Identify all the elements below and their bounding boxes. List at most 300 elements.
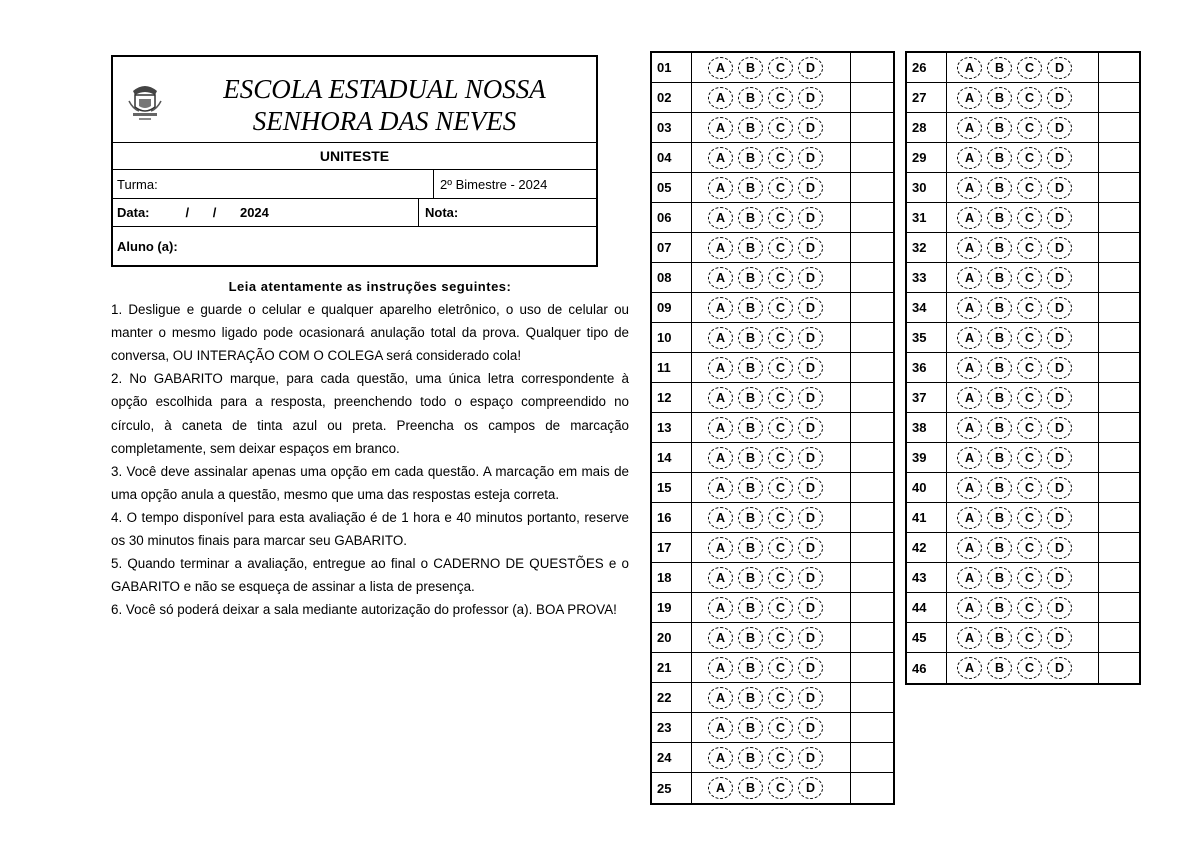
answer-bubble-a[interactable]: A bbox=[957, 387, 982, 409]
answer-bubble-b[interactable]: B bbox=[987, 297, 1012, 319]
question-number: 19 bbox=[652, 593, 692, 622]
answer-bubble-d[interactable]: D bbox=[798, 147, 823, 169]
answer-bubble-a[interactable]: A bbox=[708, 387, 733, 409]
mark-cell bbox=[851, 173, 893, 202]
answer-bubble-c[interactable]: C bbox=[1017, 57, 1042, 79]
answer-bubble-b[interactable]: B bbox=[738, 177, 763, 199]
question-row bbox=[652, 713, 893, 743]
answer-bubble-b[interactable]: B bbox=[738, 207, 763, 229]
answer-options bbox=[947, 653, 1099, 683]
answer-bubble-a[interactable]: A bbox=[957, 147, 982, 169]
date-field[interactable] bbox=[113, 199, 419, 226]
answer-bubble-c[interactable]: C bbox=[768, 687, 793, 709]
answer-bubble-c[interactable]: C bbox=[1017, 327, 1042, 349]
answer-options bbox=[692, 773, 851, 803]
mark-cell bbox=[851, 53, 893, 82]
mark-cell bbox=[1099, 413, 1139, 442]
answer-bubble-a[interactable]: A bbox=[957, 327, 982, 349]
answer-bubble-b[interactable]: B bbox=[738, 597, 763, 619]
answer-bubble-c[interactable]: C bbox=[1017, 477, 1042, 499]
answer-bubble-d[interactable]: D bbox=[798, 507, 823, 529]
answer-bubble-b[interactable]: B bbox=[738, 237, 763, 259]
answer-bubble-b[interactable]: B bbox=[987, 267, 1012, 289]
answer-bubble-c[interactable]: C bbox=[768, 117, 793, 139]
question-number: 41 bbox=[907, 503, 947, 532]
answer-bubble-d[interactable]: D bbox=[1047, 297, 1072, 319]
answer-bubble-a[interactable]: A bbox=[957, 207, 982, 229]
answer-bubble-c[interactable]: C bbox=[1017, 147, 1042, 169]
question-row bbox=[907, 533, 1139, 563]
answer-bubble-b[interactable]: B bbox=[738, 447, 763, 469]
answer-bubble-b[interactable]: B bbox=[987, 417, 1012, 439]
answer-bubble-c[interactable]: C bbox=[1017, 357, 1042, 379]
answer-options bbox=[947, 383, 1099, 412]
mark-cell bbox=[1099, 83, 1139, 112]
answer-bubble-c[interactable]: C bbox=[768, 417, 793, 439]
answer-bubble-c[interactable]: C bbox=[1017, 297, 1042, 319]
answer-bubble-b[interactable]: B bbox=[738, 537, 763, 559]
answer-bubble-d[interactable]: D bbox=[1047, 237, 1072, 259]
answer-bubble-c[interactable]: C bbox=[768, 447, 793, 469]
question-row bbox=[652, 173, 893, 203]
answer-bubble-c[interactable]: C bbox=[1017, 537, 1042, 559]
answer-bubble-a[interactable]: A bbox=[708, 327, 733, 349]
question-number: 14 bbox=[652, 443, 692, 472]
answer-bubble-c[interactable]: C bbox=[768, 147, 793, 169]
answer-bubble-a[interactable]: A bbox=[957, 447, 982, 469]
mark-cell bbox=[851, 323, 893, 352]
answer-bubble-b[interactable]: B bbox=[738, 87, 763, 109]
answer-bubble-b[interactable]: B bbox=[987, 117, 1012, 139]
answer-bubble-d[interactable]: D bbox=[1047, 417, 1072, 439]
answer-bubble-a[interactable]: A bbox=[957, 537, 982, 559]
mark-cell bbox=[1099, 203, 1139, 232]
mark-cell bbox=[1099, 383, 1139, 412]
answer-bubble-d[interactable]: D bbox=[1047, 477, 1072, 499]
answer-bubble-c[interactable]: C bbox=[1017, 207, 1042, 229]
question-row bbox=[652, 683, 893, 713]
instruction-item: 6. Você só poderá deixar a sala mediante autorização do professor (a). BOA PROVA! bbox=[111, 602, 617, 618]
answer-bubble-d[interactable]: D bbox=[1047, 627, 1072, 649]
question-row bbox=[652, 233, 893, 263]
answer-bubble-a[interactable]: A bbox=[957, 507, 982, 529]
answer-bubble-b[interactable]: B bbox=[738, 357, 763, 379]
mark-cell bbox=[1099, 503, 1139, 532]
answer-bubble-a[interactable]: A bbox=[708, 147, 733, 169]
answer-options bbox=[692, 143, 851, 172]
answer-grid-column-1 bbox=[650, 51, 895, 805]
question-row bbox=[907, 473, 1139, 503]
answer-bubble-a[interactable]: A bbox=[708, 627, 733, 649]
answer-bubble-a[interactable]: A bbox=[708, 717, 733, 739]
answer-bubble-b[interactable]: B bbox=[987, 597, 1012, 619]
answer-bubble-b[interactable]: B bbox=[738, 507, 763, 529]
answer-grid-column-2 bbox=[905, 51, 1141, 685]
answer-bubble-c[interactable]: C bbox=[1017, 117, 1042, 139]
question-number: 44 bbox=[907, 593, 947, 622]
answer-bubble-b[interactable]: B bbox=[987, 327, 1012, 349]
instructions-heading: Leia atentamente as instruções seguintes: bbox=[228, 279, 512, 294]
answer-bubble-c[interactable]: C bbox=[768, 207, 793, 229]
answer-bubble-a[interactable]: A bbox=[708, 747, 733, 769]
bimestre-label: 2º Bimestre - 2024 bbox=[440, 176, 548, 192]
question-row bbox=[652, 503, 893, 533]
answer-bubble-d[interactable]: D bbox=[1047, 267, 1072, 289]
question-number: 39 bbox=[907, 443, 947, 472]
answer-bubble-c[interactable]: C bbox=[768, 537, 793, 559]
question-number: 37 bbox=[907, 383, 947, 412]
mark-cell bbox=[1099, 593, 1139, 622]
question-number: 27 bbox=[907, 83, 947, 112]
answer-bubble-c[interactable]: C bbox=[768, 327, 793, 349]
answer-bubble-c[interactable]: C bbox=[768, 477, 793, 499]
question-row bbox=[652, 413, 893, 443]
answer-bubble-b[interactable]: B bbox=[738, 117, 763, 139]
question-number: 23 bbox=[652, 713, 692, 742]
answer-bubble-a[interactable]: A bbox=[957, 267, 982, 289]
answer-bubble-c[interactable]: C bbox=[768, 657, 793, 679]
answer-bubble-a[interactable]: A bbox=[957, 297, 982, 319]
answer-options bbox=[947, 623, 1099, 652]
answer-bubble-b[interactable]: B bbox=[987, 57, 1012, 79]
answer-bubble-c[interactable]: C bbox=[768, 297, 793, 319]
answer-bubble-b[interactable]: B bbox=[738, 477, 763, 499]
question-number: 46 bbox=[907, 653, 947, 683]
answer-options bbox=[947, 413, 1099, 442]
question-number: 25 bbox=[652, 773, 692, 803]
answer-bubble-a[interactable]: A bbox=[957, 237, 982, 259]
answer-options bbox=[947, 263, 1099, 292]
answer-bubble-c[interactable]: C bbox=[768, 357, 793, 379]
mark-cell bbox=[1099, 53, 1139, 82]
question-number: 22 bbox=[652, 683, 692, 712]
answer-bubble-c[interactable]: C bbox=[1017, 567, 1042, 589]
answer-bubble-d[interactable]: D bbox=[1047, 207, 1072, 229]
answer-bubble-a[interactable]: A bbox=[708, 87, 733, 109]
question-number: 38 bbox=[907, 413, 947, 442]
answer-options bbox=[692, 53, 851, 82]
answer-bubble-a[interactable]: A bbox=[957, 417, 982, 439]
answer-bubble-a[interactable]: A bbox=[708, 237, 733, 259]
answer-bubble-d[interactable]: D bbox=[798, 477, 823, 499]
exam-title: UNITESTE bbox=[113, 143, 596, 170]
answer-bubble-d[interactable]: D bbox=[798, 567, 823, 589]
answer-bubble-b[interactable]: B bbox=[738, 687, 763, 709]
question-number: 20 bbox=[652, 623, 692, 652]
answer-bubble-d[interactable]: D bbox=[798, 207, 823, 229]
answer-bubble-d[interactable]: D bbox=[798, 117, 823, 139]
question-row bbox=[907, 143, 1139, 173]
answer-bubble-a[interactable]: A bbox=[708, 657, 733, 679]
question-row bbox=[907, 293, 1139, 323]
aluno-field[interactable]: Aluno (a): bbox=[117, 238, 178, 254]
answer-bubble-d[interactable]: D bbox=[798, 627, 823, 649]
answer-bubble-c[interactable]: C bbox=[768, 717, 793, 739]
answer-bubble-b[interactable]: B bbox=[738, 57, 763, 79]
answer-bubble-a[interactable]: A bbox=[708, 207, 733, 229]
instruction-item: 5. Quando terminar a avaliação, entregue ao final o CADERNO DE QUESTÕES e o GABARITO e não se esqueça de assinar a lista de presença. bbox=[111, 556, 629, 595]
answer-bubble-a[interactable]: A bbox=[957, 177, 982, 199]
question-row bbox=[907, 413, 1139, 443]
answer-bubble-c[interactable]: C bbox=[1017, 657, 1042, 679]
date-value: / / 2024 bbox=[185, 205, 269, 220]
question-number: 04 bbox=[652, 143, 692, 172]
answer-bubble-b[interactable]: B bbox=[738, 147, 763, 169]
answer-bubble-c[interactable]: C bbox=[1017, 177, 1042, 199]
answer-bubble-a[interactable]: A bbox=[708, 117, 733, 139]
answer-bubble-b[interactable]: B bbox=[738, 627, 763, 649]
answer-options bbox=[692, 263, 851, 292]
answer-bubble-d[interactable]: D bbox=[1047, 387, 1072, 409]
question-row bbox=[652, 743, 893, 773]
answer-options bbox=[947, 323, 1099, 352]
answer-bubble-b[interactable]: B bbox=[987, 477, 1012, 499]
answer-bubble-b[interactable]: B bbox=[987, 357, 1012, 379]
mark-cell bbox=[851, 743, 893, 772]
answer-bubble-c[interactable]: C bbox=[768, 387, 793, 409]
answer-bubble-b[interactable]: B bbox=[987, 567, 1012, 589]
answer-bubble-b[interactable]: B bbox=[738, 297, 763, 319]
mark-cell bbox=[851, 113, 893, 142]
answer-bubble-c[interactable]: C bbox=[1017, 237, 1042, 259]
question-number: 06 bbox=[652, 203, 692, 232]
answer-options bbox=[692, 443, 851, 472]
answer-bubble-a[interactable]: A bbox=[957, 117, 982, 139]
answer-bubble-a[interactable]: A bbox=[708, 477, 733, 499]
question-number: 40 bbox=[907, 473, 947, 502]
question-row bbox=[652, 773, 893, 803]
answer-bubble-d[interactable]: D bbox=[1047, 147, 1072, 169]
answer-bubble-d[interactable]: D bbox=[798, 687, 823, 709]
answer-bubble-d[interactable]: D bbox=[1047, 657, 1072, 679]
question-row bbox=[907, 203, 1139, 233]
answer-bubble-a[interactable]: A bbox=[708, 357, 733, 379]
instruction-item: 1. Desligue e guarde o celular e qualquer aparelho eletrônico, o uso de celular ou manter o mesmo ligado pode ocasionará anulação total da prova. Qualquer tipo de conversa, OU INTERAÇÃO COM O COLEGA será considerado cola! bbox=[111, 302, 629, 364]
answer-bubble-d[interactable]: D bbox=[798, 597, 823, 619]
question-row bbox=[907, 503, 1139, 533]
answer-bubble-a[interactable]: A bbox=[957, 57, 982, 79]
answer-options bbox=[947, 473, 1099, 502]
answer-bubble-a[interactable]: A bbox=[708, 597, 733, 619]
school-name-line1: ESCOLA ESTADUAL NOSSA bbox=[223, 74, 546, 104]
answer-bubble-d[interactable]: D bbox=[798, 57, 823, 79]
question-row bbox=[652, 623, 893, 653]
answer-bubble-d[interactable]: D bbox=[798, 717, 823, 739]
answer-bubble-b[interactable]: B bbox=[987, 237, 1012, 259]
question-row bbox=[907, 653, 1139, 683]
answer-bubble-d[interactable]: D bbox=[798, 267, 823, 289]
nota-field[interactable]: Nota: bbox=[425, 205, 459, 220]
answer-bubble-c[interactable]: C bbox=[768, 627, 793, 649]
answer-bubble-d[interactable]: D bbox=[1047, 117, 1072, 139]
answer-options bbox=[692, 653, 851, 682]
answer-bubble-a[interactable]: A bbox=[708, 507, 733, 529]
answer-bubble-c[interactable]: C bbox=[1017, 387, 1042, 409]
answer-bubble-d[interactable]: D bbox=[1047, 177, 1072, 199]
answer-bubble-b[interactable]: B bbox=[738, 657, 763, 679]
answer-bubble-b[interactable]: B bbox=[738, 717, 763, 739]
exam-header bbox=[111, 55, 598, 267]
answer-bubble-c[interactable]: C bbox=[1017, 447, 1042, 469]
question-row bbox=[652, 323, 893, 353]
answer-options bbox=[692, 713, 851, 742]
answer-bubble-c[interactable]: C bbox=[1017, 87, 1042, 109]
answer-bubble-c[interactable]: C bbox=[1017, 627, 1042, 649]
mark-cell bbox=[1099, 233, 1139, 262]
answer-bubble-c[interactable]: C bbox=[768, 57, 793, 79]
mark-cell bbox=[851, 623, 893, 652]
question-row bbox=[907, 443, 1139, 473]
answer-bubble-b[interactable]: B bbox=[987, 537, 1012, 559]
answer-bubble-d[interactable]: D bbox=[798, 447, 823, 469]
answer-bubble-b[interactable]: B bbox=[738, 777, 763, 799]
answer-bubble-b[interactable]: B bbox=[987, 207, 1012, 229]
question-row bbox=[652, 473, 893, 503]
mark-cell bbox=[851, 653, 893, 682]
mark-cell bbox=[851, 353, 893, 382]
answer-bubble-a[interactable]: A bbox=[708, 267, 733, 289]
answer-bubble-a[interactable]: A bbox=[708, 537, 733, 559]
answer-bubble-c[interactable]: C bbox=[768, 507, 793, 529]
answer-options bbox=[947, 443, 1099, 472]
answer-bubble-d[interactable]: D bbox=[1047, 327, 1072, 349]
question-row bbox=[652, 533, 893, 563]
answer-bubble-c[interactable]: C bbox=[1017, 267, 1042, 289]
answer-bubble-d[interactable]: D bbox=[1047, 507, 1072, 529]
answer-bubble-b[interactable]: B bbox=[738, 267, 763, 289]
answer-bubble-b[interactable]: B bbox=[738, 567, 763, 589]
answer-bubble-c[interactable]: C bbox=[768, 267, 793, 289]
question-row bbox=[652, 53, 893, 83]
answer-bubble-d[interactable]: D bbox=[1047, 57, 1072, 79]
question-row bbox=[652, 83, 893, 113]
answer-bubble-d[interactable]: D bbox=[798, 747, 823, 769]
answer-bubble-d[interactable]: D bbox=[1047, 447, 1072, 469]
answer-options bbox=[692, 233, 851, 262]
question-row bbox=[652, 263, 893, 293]
answer-bubble-b[interactable]: B bbox=[738, 417, 763, 439]
answer-bubble-a[interactable]: A bbox=[708, 777, 733, 799]
question-row bbox=[652, 113, 893, 143]
answer-bubble-c[interactable]: C bbox=[768, 597, 793, 619]
answer-bubble-a[interactable]: A bbox=[957, 567, 982, 589]
answer-bubble-a[interactable]: A bbox=[708, 57, 733, 79]
answer-bubble-c[interactable]: C bbox=[768, 177, 793, 199]
answer-bubble-b[interactable]: B bbox=[738, 747, 763, 769]
answer-bubble-c[interactable]: C bbox=[1017, 417, 1042, 439]
question-row bbox=[907, 323, 1139, 353]
answer-bubble-d[interactable]: D bbox=[798, 387, 823, 409]
answer-bubble-b[interactable]: B bbox=[987, 657, 1012, 679]
question-row bbox=[907, 593, 1139, 623]
answer-bubble-a[interactable]: A bbox=[708, 447, 733, 469]
answer-bubble-c[interactable]: C bbox=[768, 747, 793, 769]
answer-bubble-c[interactable]: C bbox=[1017, 597, 1042, 619]
turma-field[interactable]: Turma: bbox=[113, 170, 434, 198]
answer-bubble-d[interactable]: D bbox=[1047, 537, 1072, 559]
answer-bubble-d[interactable]: D bbox=[798, 87, 823, 109]
answer-bubble-b[interactable]: B bbox=[987, 447, 1012, 469]
mark-cell bbox=[1099, 353, 1139, 382]
answer-bubble-c[interactable]: C bbox=[768, 237, 793, 259]
answer-bubble-a[interactable]: A bbox=[957, 477, 982, 499]
answer-bubble-d[interactable]: D bbox=[1047, 357, 1072, 379]
answer-bubble-b[interactable]: B bbox=[987, 177, 1012, 199]
answer-options bbox=[692, 293, 851, 322]
question-row bbox=[652, 293, 893, 323]
answer-bubble-a[interactable]: A bbox=[957, 627, 982, 649]
school-name bbox=[183, 73, 586, 137]
question-number: 33 bbox=[907, 263, 947, 292]
answer-bubble-a[interactable]: A bbox=[957, 657, 982, 679]
question-row bbox=[907, 563, 1139, 593]
answer-bubble-b[interactable]: B bbox=[987, 507, 1012, 529]
mark-cell bbox=[851, 773, 893, 803]
answer-options bbox=[692, 563, 851, 592]
answer-bubble-a[interactable]: A bbox=[708, 567, 733, 589]
answer-bubble-c[interactable]: C bbox=[768, 777, 793, 799]
answer-bubble-c[interactable]: C bbox=[1017, 507, 1042, 529]
answer-bubble-b[interactable]: B bbox=[987, 147, 1012, 169]
question-row bbox=[652, 353, 893, 383]
answer-bubble-a[interactable]: A bbox=[708, 687, 733, 709]
mark-cell bbox=[1099, 443, 1139, 472]
answer-bubble-d[interactable]: D bbox=[1047, 87, 1072, 109]
answer-bubble-d[interactable]: D bbox=[1047, 567, 1072, 589]
mark-cell bbox=[851, 533, 893, 562]
school-crest-icon bbox=[125, 79, 165, 123]
question-number: 17 bbox=[652, 533, 692, 562]
question-row bbox=[652, 653, 893, 683]
answer-options bbox=[692, 623, 851, 652]
answer-bubble-d[interactable]: D bbox=[798, 327, 823, 349]
answer-options bbox=[692, 533, 851, 562]
answer-bubble-a[interactable]: A bbox=[708, 297, 733, 319]
instruction-item: 4. O tempo disponível para esta avaliação é de 1 hora e 40 minutos portanto, reserve os 30 minutos finais para marcar seu GABARITO. bbox=[111, 509, 629, 549]
question-row bbox=[907, 233, 1139, 263]
answer-bubble-d[interactable]: D bbox=[798, 177, 823, 199]
answer-bubble-d[interactable]: D bbox=[798, 417, 823, 439]
mark-cell bbox=[1099, 653, 1139, 683]
answer-bubble-b[interactable]: B bbox=[987, 387, 1012, 409]
answer-options bbox=[692, 503, 851, 532]
answer-bubble-b[interactable]: B bbox=[987, 87, 1012, 109]
answer-bubble-b[interactable]: B bbox=[987, 627, 1012, 649]
answer-bubble-b[interactable]: B bbox=[738, 387, 763, 409]
answer-options bbox=[692, 203, 851, 232]
answer-bubble-d[interactable]: D bbox=[1047, 597, 1072, 619]
question-number: 05 bbox=[652, 173, 692, 202]
answer-bubble-b[interactable]: B bbox=[738, 327, 763, 349]
answer-bubble-d[interactable]: D bbox=[798, 237, 823, 259]
answer-options bbox=[692, 173, 851, 202]
mark-cell bbox=[851, 443, 893, 472]
answer-bubble-c[interactable]: C bbox=[768, 87, 793, 109]
instruction-item: 3. Você deve assinalar apenas uma opção em cada questão. A marcação em mais de uma opção anula a questão, mesmo que uma das respostas esteja correta. bbox=[111, 463, 629, 502]
answer-bubble-c[interactable]: C bbox=[768, 567, 793, 589]
answer-bubble-a[interactable]: A bbox=[708, 417, 733, 439]
answer-bubble-a[interactable]: A bbox=[957, 87, 982, 109]
answer-bubble-a[interactable]: A bbox=[957, 357, 982, 379]
answer-bubble-d[interactable]: D bbox=[798, 777, 823, 799]
answer-bubble-d[interactable]: D bbox=[798, 537, 823, 559]
answer-bubble-d[interactable]: D bbox=[798, 297, 823, 319]
question-number: 30 bbox=[907, 173, 947, 202]
answer-bubble-d[interactable]: D bbox=[798, 657, 823, 679]
answer-bubble-a[interactable]: A bbox=[957, 597, 982, 619]
answer-bubble-a[interactable]: A bbox=[708, 177, 733, 199]
answer-bubble-d[interactable]: D bbox=[798, 357, 823, 379]
